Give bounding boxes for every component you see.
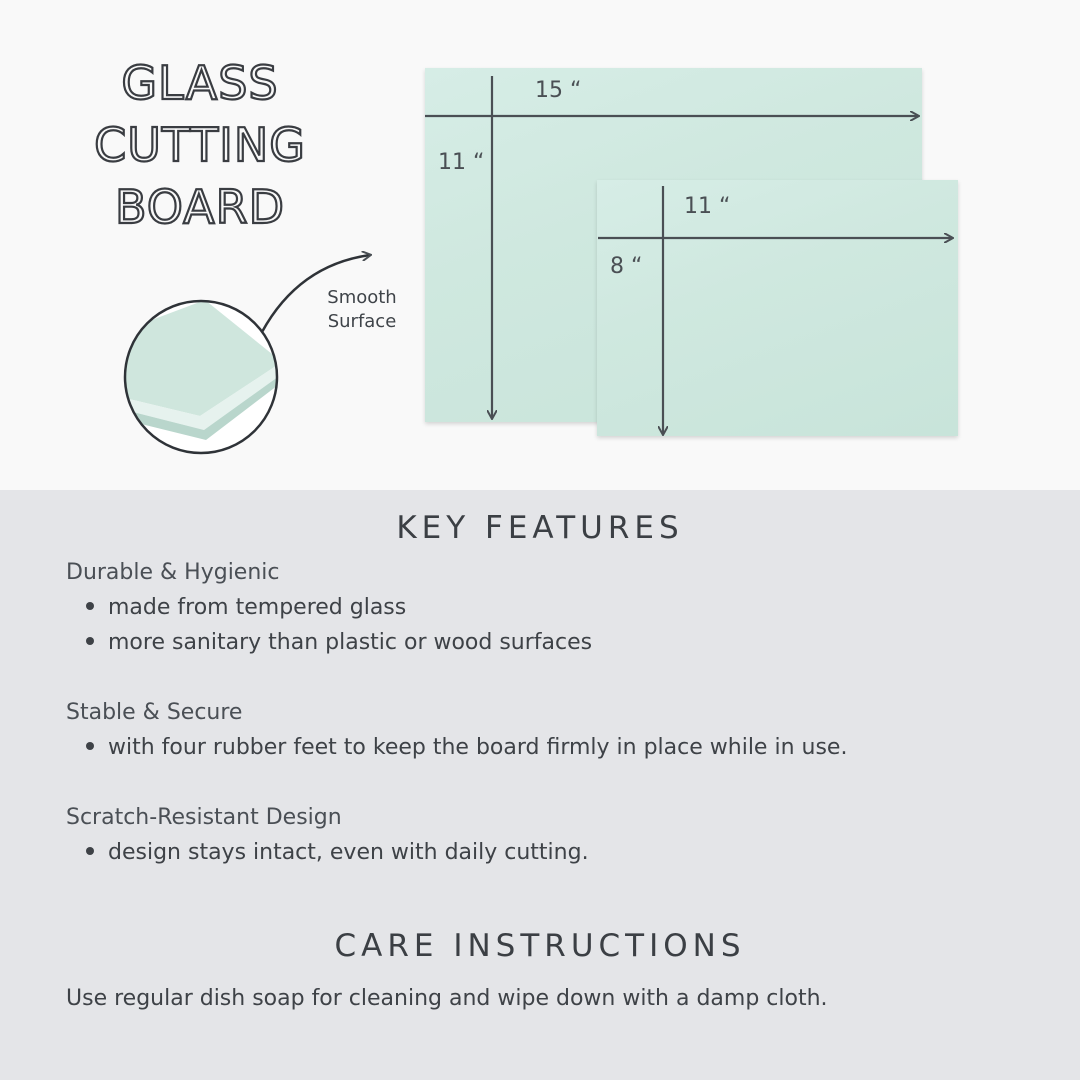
dimension-arrows-overlay [0,0,1080,490]
title-line-3: BOARD [115,180,285,234]
small-height-label: 8 “ [610,254,643,279]
bullet-text: with four rubber feet to keep the board firmly in place while in use. [108,735,848,760]
bullet-text: made from tempered glass [108,595,407,620]
callout-line-2: Surface [327,311,397,332]
bullet-dot [86,637,94,645]
smooth-surface-callout [312,286,412,334]
feature-group-title: Scratch-Resistant Design [66,805,342,830]
feature-group-title: Stable & Secure [66,700,243,725]
bullet-dot [86,742,94,750]
bullet-text: design stays intact, even with daily cutting. [108,840,589,865]
bullet-text: more sanitary than plastic or wood surfaces [108,630,593,655]
callout-line-1: Smooth [327,287,397,308]
large-height-label: 11 “ [438,150,485,175]
title-line-1: GLASS [121,56,279,110]
large-width-label: 15 “ [535,78,582,103]
feature-bullet [86,735,847,760]
key-features-heading: KEY FEATURES [396,510,684,546]
care-instructions-heading: CARE INSTRUCTIONS [334,928,746,964]
surface-zoom-detail [120,295,290,465]
feature-group-title: Durable & Hygienic [66,560,280,585]
bullet-dot [86,847,94,855]
feature-bullet [86,630,592,655]
feature-bullet [86,840,589,865]
bullet-dot [86,602,94,610]
feature-bullet [86,595,406,620]
care-instructions-text: Use regular dish soap for cleaning and wipe down with a damp cloth. [66,986,828,1011]
title-line-2: CUTTING [94,118,306,172]
small-width-label: 11 “ [684,194,731,219]
